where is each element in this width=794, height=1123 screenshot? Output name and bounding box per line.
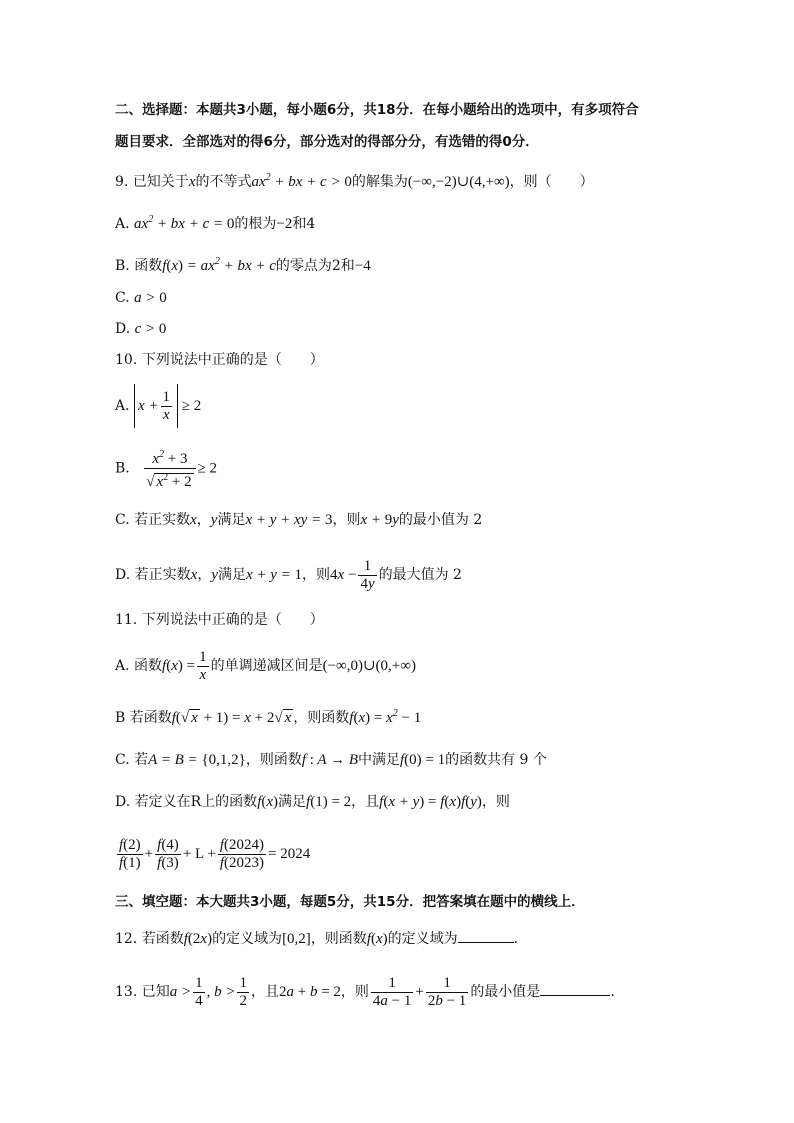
q10-option-d: D. 若正实数x，y满足x + y = 1，则4x − $\frac{1}{4y}$ 的最大值为 2 bbox=[115, 558, 462, 593]
q10-option-b: B. $\frac{x^2 + 3}{√ x^2 + 2}$ ≥ 2 bbox=[115, 446, 217, 491]
q11-option-a bbox=[115, 644, 416, 688]
q12-text-4: 的定义域为 bbox=[387, 931, 458, 947]
q10-option-a-math: x + $\frac{1}{x}$ bbox=[134, 384, 178, 428]
q10-option-c-math-target: x + 9y bbox=[360, 512, 399, 528]
q13-math-eq: 2a + b = 2 bbox=[278, 984, 341, 1000]
q9-option-a-text: 的根为 bbox=[234, 216, 277, 232]
q10-option-d-text-2: 满足 bbox=[217, 567, 246, 583]
q11-option-a-text-2: 的单调递减区间是 bbox=[210, 658, 323, 674]
q12-math-f2x: f(2x) bbox=[183, 931, 213, 947]
q9-stem bbox=[115, 168, 594, 192]
q9-option-d-label: D. bbox=[115, 321, 131, 337]
q11-option-c-label: C. bbox=[115, 752, 130, 768]
q11-sum-term-2: $\frac{f(4)}{f(3)}$ bbox=[157, 836, 179, 871]
q10-option-c-label: C. bbox=[115, 512, 130, 528]
q13-math-cond: a > $\frac{1}{4}$ , b > $\frac{1}{2}$ bbox=[169, 975, 247, 1010]
q11-option-a-math-func: f(x) = $\frac{1}{x}$ bbox=[162, 649, 207, 684]
q11-option-c-math-cond: f(0) = 1 bbox=[399, 752, 446, 768]
q9-option-c-label: C. bbox=[115, 290, 130, 306]
q13-text-1: 已知 bbox=[141, 984, 170, 1000]
q9-option-a-label: A. bbox=[115, 216, 130, 232]
q10-option-b-math: $\frac{x^2 + 3}{√ x^2 + 2}$ bbox=[144, 446, 195, 491]
q9-option-d bbox=[115, 319, 166, 339]
q11-option-c-text-1: 若 bbox=[134, 752, 149, 768]
q12-answer-blank[interactable] bbox=[458, 928, 514, 943]
q11-stem bbox=[115, 610, 324, 630]
q11-option-c-text-2: ，则函数 bbox=[245, 752, 302, 768]
q10-number: 10. bbox=[115, 352, 138, 368]
q11-option-d bbox=[115, 792, 510, 812]
q10-option-c: C. 若正实数x，y满足x + y + xy = 3，则x + 9y的最小值为 2 bbox=[115, 512, 483, 528]
q11-option-b-math-cond: f(√ x + 1) = x + 2√ x bbox=[171, 710, 292, 726]
q9-option-b-label: B. bbox=[115, 258, 130, 274]
q11-stem-text: 下列说法中正确的是（ ） bbox=[141, 612, 324, 628]
q13-text-3: ，则 bbox=[340, 984, 369, 1000]
section-2-heading-line-1: 二、选择题：本题共3小题，每小题6分，共18分．在每小题给出的选项中，有多项符合 bbox=[115, 102, 639, 118]
q11-option-a-label: A. bbox=[115, 658, 130, 674]
q10-stem-text: 下列说法中正确的是（ ） bbox=[141, 352, 324, 368]
q12-number: 12. bbox=[115, 931, 138, 947]
q11-option-c-text-4: 的函数共有 9 个 bbox=[445, 752, 547, 768]
q11-option-d-math-func: f(x) bbox=[257, 794, 279, 810]
q9-math-inequality: $ax^2$ + bx + c > 0 bbox=[251, 172, 352, 190]
q13-text-2: ，且 bbox=[250, 984, 279, 1000]
q10-option-b-label: B. bbox=[115, 460, 130, 477]
q11-option-b bbox=[115, 704, 421, 728]
q11-option-d-text-1: 若定义在R上的函数 bbox=[134, 794, 258, 810]
q12-end: ． bbox=[513, 931, 528, 947]
q9-option-a-math: $ax^2$ + bx + c = 0 bbox=[134, 214, 235, 232]
q11-number: 11. bbox=[115, 612, 138, 628]
q11-option-b-text-1: 若函数 bbox=[129, 710, 172, 726]
q11-sum-term-last: $\frac{f(2024)}{f(2023)}$ bbox=[219, 836, 265, 871]
section-3-heading: 三、填空题：本大题共3小题，每题5分，共15分．把答案填在题中的横线上． bbox=[115, 894, 585, 910]
q9-stem-text-b: 的不等式 bbox=[195, 174, 252, 190]
q10-option-d-text-1: 若正实数 bbox=[134, 567, 191, 583]
q12-text-1: 若函数 bbox=[141, 931, 184, 947]
q11-option-b-label: B bbox=[115, 710, 126, 726]
q11-option-d-label: D. bbox=[115, 794, 131, 810]
q9-option-a-tail: 和4 bbox=[292, 216, 316, 232]
q11-sum-result: = 2024 bbox=[268, 846, 311, 862]
q11-option-b-text-2: ，则函数 bbox=[293, 710, 350, 726]
q11-option-d-math-f1: f(1) = 2 bbox=[306, 794, 352, 810]
q10-option-d-math-target: 4x − $\frac{1}{4y}$ bbox=[330, 558, 375, 593]
q11-option-a-math-interval: (−∞,0)∪(0,+∞) bbox=[322, 658, 416, 674]
q11-option-d-math-eq: f(x + y) = f(x)f(y) bbox=[379, 794, 482, 810]
q11-option-c bbox=[115, 750, 547, 770]
q12-math-fx: f(x) bbox=[366, 931, 388, 947]
q10-option-d-text-4: 的最大值为 2 bbox=[378, 567, 462, 583]
q10-option-c-text-1: 若正实数 bbox=[134, 512, 191, 528]
q13-answer-blank[interactable] bbox=[540, 981, 610, 996]
q11-sum-term-1: $\frac{f(2)}{f(1)}$ bbox=[119, 836, 141, 871]
q10-option-d-math-condition: x + y = 1 bbox=[245, 567, 303, 583]
q9-option-c-math: a > 0 bbox=[134, 290, 167, 306]
q13-end: . bbox=[610, 984, 615, 1000]
q11-option-d-text-3: ，且 bbox=[351, 794, 380, 810]
q10-option-d-text-3: ，则 bbox=[302, 567, 331, 583]
q9-option-b: B. 函数$f(x) = ax^2$ + bx + c的零点为2和−4 bbox=[115, 256, 371, 274]
q11-option-a-text-1: 函数 bbox=[134, 658, 163, 674]
q9-option-c bbox=[115, 288, 167, 308]
section-2-heading-line-2: 题目要求．全部选对的得6分，部分选对的得部分分，有选错的得0分． bbox=[115, 134, 539, 150]
q12-text-2: 的定义域为 bbox=[212, 931, 283, 947]
q9-number: 9. bbox=[115, 174, 129, 190]
q9-option-b-text: 函数 bbox=[134, 258, 163, 274]
q11-option-d-sum: $\frac{f(2)}{f(1)}$ + $\frac{f(4)}{f(3)}$ + L + $\frac{f(2024)}{f(2023)}$ = 2024 bbox=[119, 836, 311, 871]
q9-option-a-math-neg2: −2 bbox=[276, 216, 293, 232]
q9-math-solution-set: (−∞,−2)∪(4,+∞) bbox=[407, 174, 510, 190]
q10-option-c-math-condition: x + y + xy = 3 bbox=[245, 512, 333, 528]
q13-text-4: 的最小值是 bbox=[470, 984, 541, 1000]
q10-option-c-text-4: 的最小值为 2 bbox=[398, 512, 483, 528]
q10-option-a: A. x + $\frac{1}{x}$ ≥ 2 bbox=[115, 384, 201, 428]
q10-stem bbox=[115, 350, 324, 370]
q10-option-a-label: A. bbox=[115, 398, 130, 414]
q9-stem-text-a: 已知关于 bbox=[132, 174, 189, 190]
q11-option-c-math-set: A = B = {0,1,2} bbox=[148, 752, 246, 768]
q9-math-x: x bbox=[188, 174, 196, 190]
q13-math-target: $\frac{1}{4a - 1}$ + $\frac{1}{2b - 1}$ bbox=[372, 975, 467, 1010]
q11-option-c-math-map: f : A → B bbox=[301, 752, 358, 768]
q9-stem-text-d: ，则（ ） bbox=[509, 174, 594, 190]
q11-option-d-text-2: 满足 bbox=[278, 794, 307, 810]
q9-option-b-math-neg4: −4 bbox=[354, 258, 371, 274]
q11-option-c-text-3: 中满足 bbox=[357, 752, 400, 768]
q9-option-d-math: c > 0 bbox=[134, 321, 167, 337]
q9-option-b-tail: 的零点为2和 bbox=[275, 258, 355, 274]
q11-option-d-text-4: ，则 bbox=[481, 794, 510, 810]
q9-stem-text-c: 的解集为 bbox=[351, 174, 408, 190]
q9-option-b-math: f bbox=[162, 258, 167, 274]
q10-option-c-text-3: ，则 bbox=[332, 512, 361, 528]
q13 bbox=[115, 968, 615, 1016]
q13-number: 13. bbox=[115, 984, 138, 1000]
q12 bbox=[115, 928, 528, 949]
q10-option-d-label: D. bbox=[115, 567, 131, 583]
q12-math-domain: [0,2] bbox=[282, 931, 311, 947]
q12-text-3: ，则函数 bbox=[310, 931, 367, 947]
q10-option-c-text-2: 满足 bbox=[217, 512, 246, 528]
q9-option-a bbox=[115, 210, 315, 234]
q11-option-b-math-result: $f(x) = x^2 - 1$ bbox=[349, 708, 422, 726]
